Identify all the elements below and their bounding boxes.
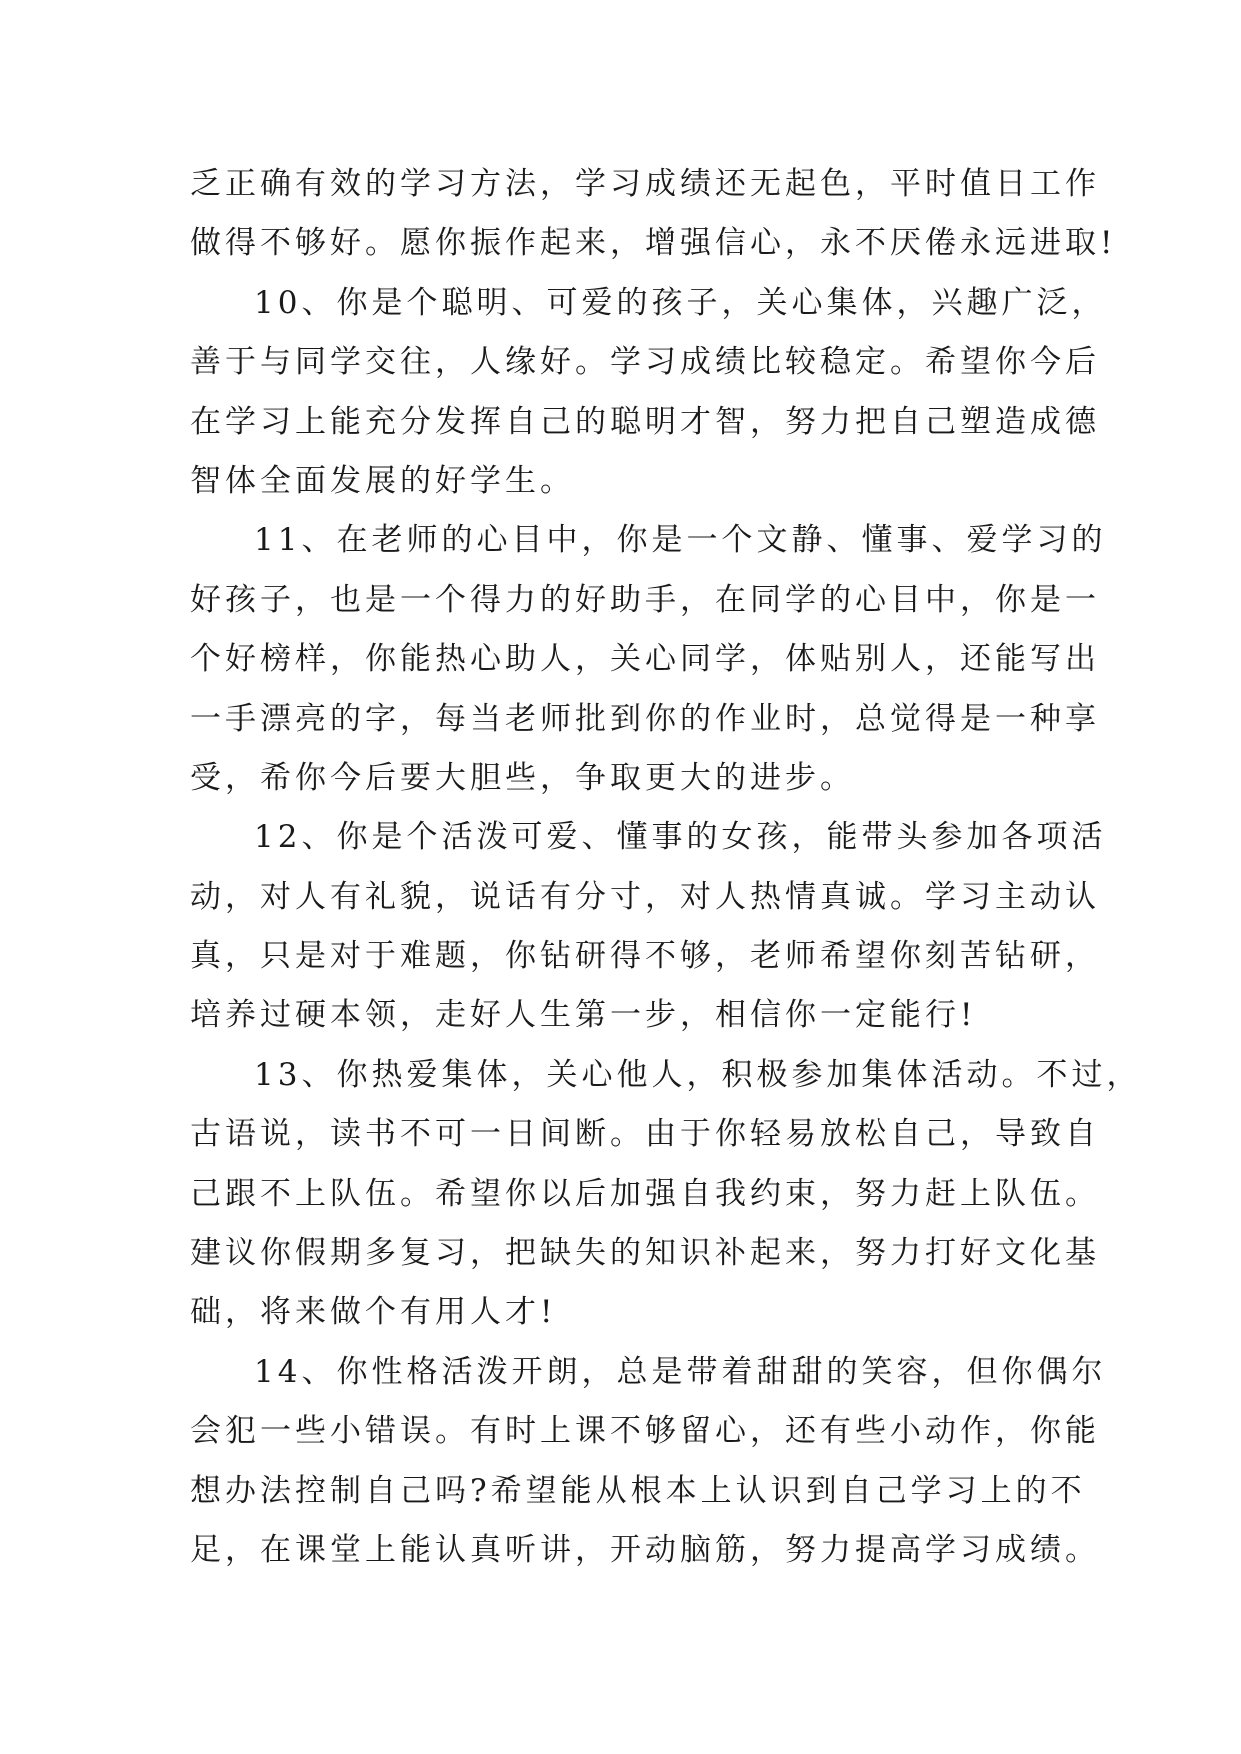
text-line: 想办法控制自己吗?希望能从根本上认识到自己学习上的不 [190,1472,1086,1509]
text-line: 个好榜样，你能热心助人，关心同学，体贴别人，还能写出 [190,641,1100,678]
text-line: 做得不够好。愿你振作起来，增强信心，永不厌倦永远进取! [190,225,1117,262]
text-line: 足，在课堂上能认真听讲，开动脑筋，努力提高学习成绩。 [190,1531,1100,1568]
text-line: 智体全面发展的好学生。 [190,462,575,499]
text-line: 14、你性格活泼开朗，总是带着甜甜的笑容，但你偶尔 [254,1353,1107,1390]
text-line: 一手漂亮的字，每当老师批到你的作业时，总觉得是一种享 [190,700,1100,737]
text-line: 础，将来做个有用人才! [190,1294,557,1331]
text-line: 11、在老师的心目中，你是一个文静、懂事、爱学习的 [254,522,1107,559]
text-line: 善于与同学交往，人缘好。学习成绩比较稳定。希望你今后 [190,344,1100,381]
document-body [190,155,1142,1580]
text-line: 己跟不上队伍。希望你以后加强自我约束，努力赶上队伍。 [190,1175,1100,1212]
text-line: 古语说，读书不可一日间断。由于你轻易放松自己，导致自 [190,1116,1100,1153]
text-line: 乏正确有效的学习方法，学习成绩还无起色，平时值日工作 [190,166,1100,202]
text-line: 10、你是个聪明、可爱的孩子，关心集体，兴趣广泛， [254,284,1107,321]
text-line: 在学习上能充分发挥自己的聪明才智，努力把自己塑造成德 [190,403,1100,440]
text-line: 13、你热爱集体，关心他人，积极参加集体活动。不过， [254,1056,1142,1093]
text-line: 好孩子，也是一个得力的好助手，在同学的心目中，你是一 [190,581,1100,618]
text-line: 12、你是个活泼可爱、懂事的女孩，能带头参加各项活 [254,819,1107,856]
text-line: 培养过硬本领，走好人生第一步，相信你一定能行! [190,997,977,1034]
text-line: 会犯一些小错误。有时上课不够留心，还有些小动作，你能 [190,1413,1100,1450]
text-line: 真，只是对于难题，你钻研得不够，老师希望你刻苦钻研， [190,938,1100,975]
text-line: 动，对人有礼貌，说话有分寸，对人热情真诚。学习主动认 [190,878,1100,915]
text-line: 受，希你今后要大胆些，争取更大的进步。 [190,759,855,796]
text-line: 建议你假期多复习，把缺失的知识补起来，努力打好文化基 [190,1235,1100,1272]
